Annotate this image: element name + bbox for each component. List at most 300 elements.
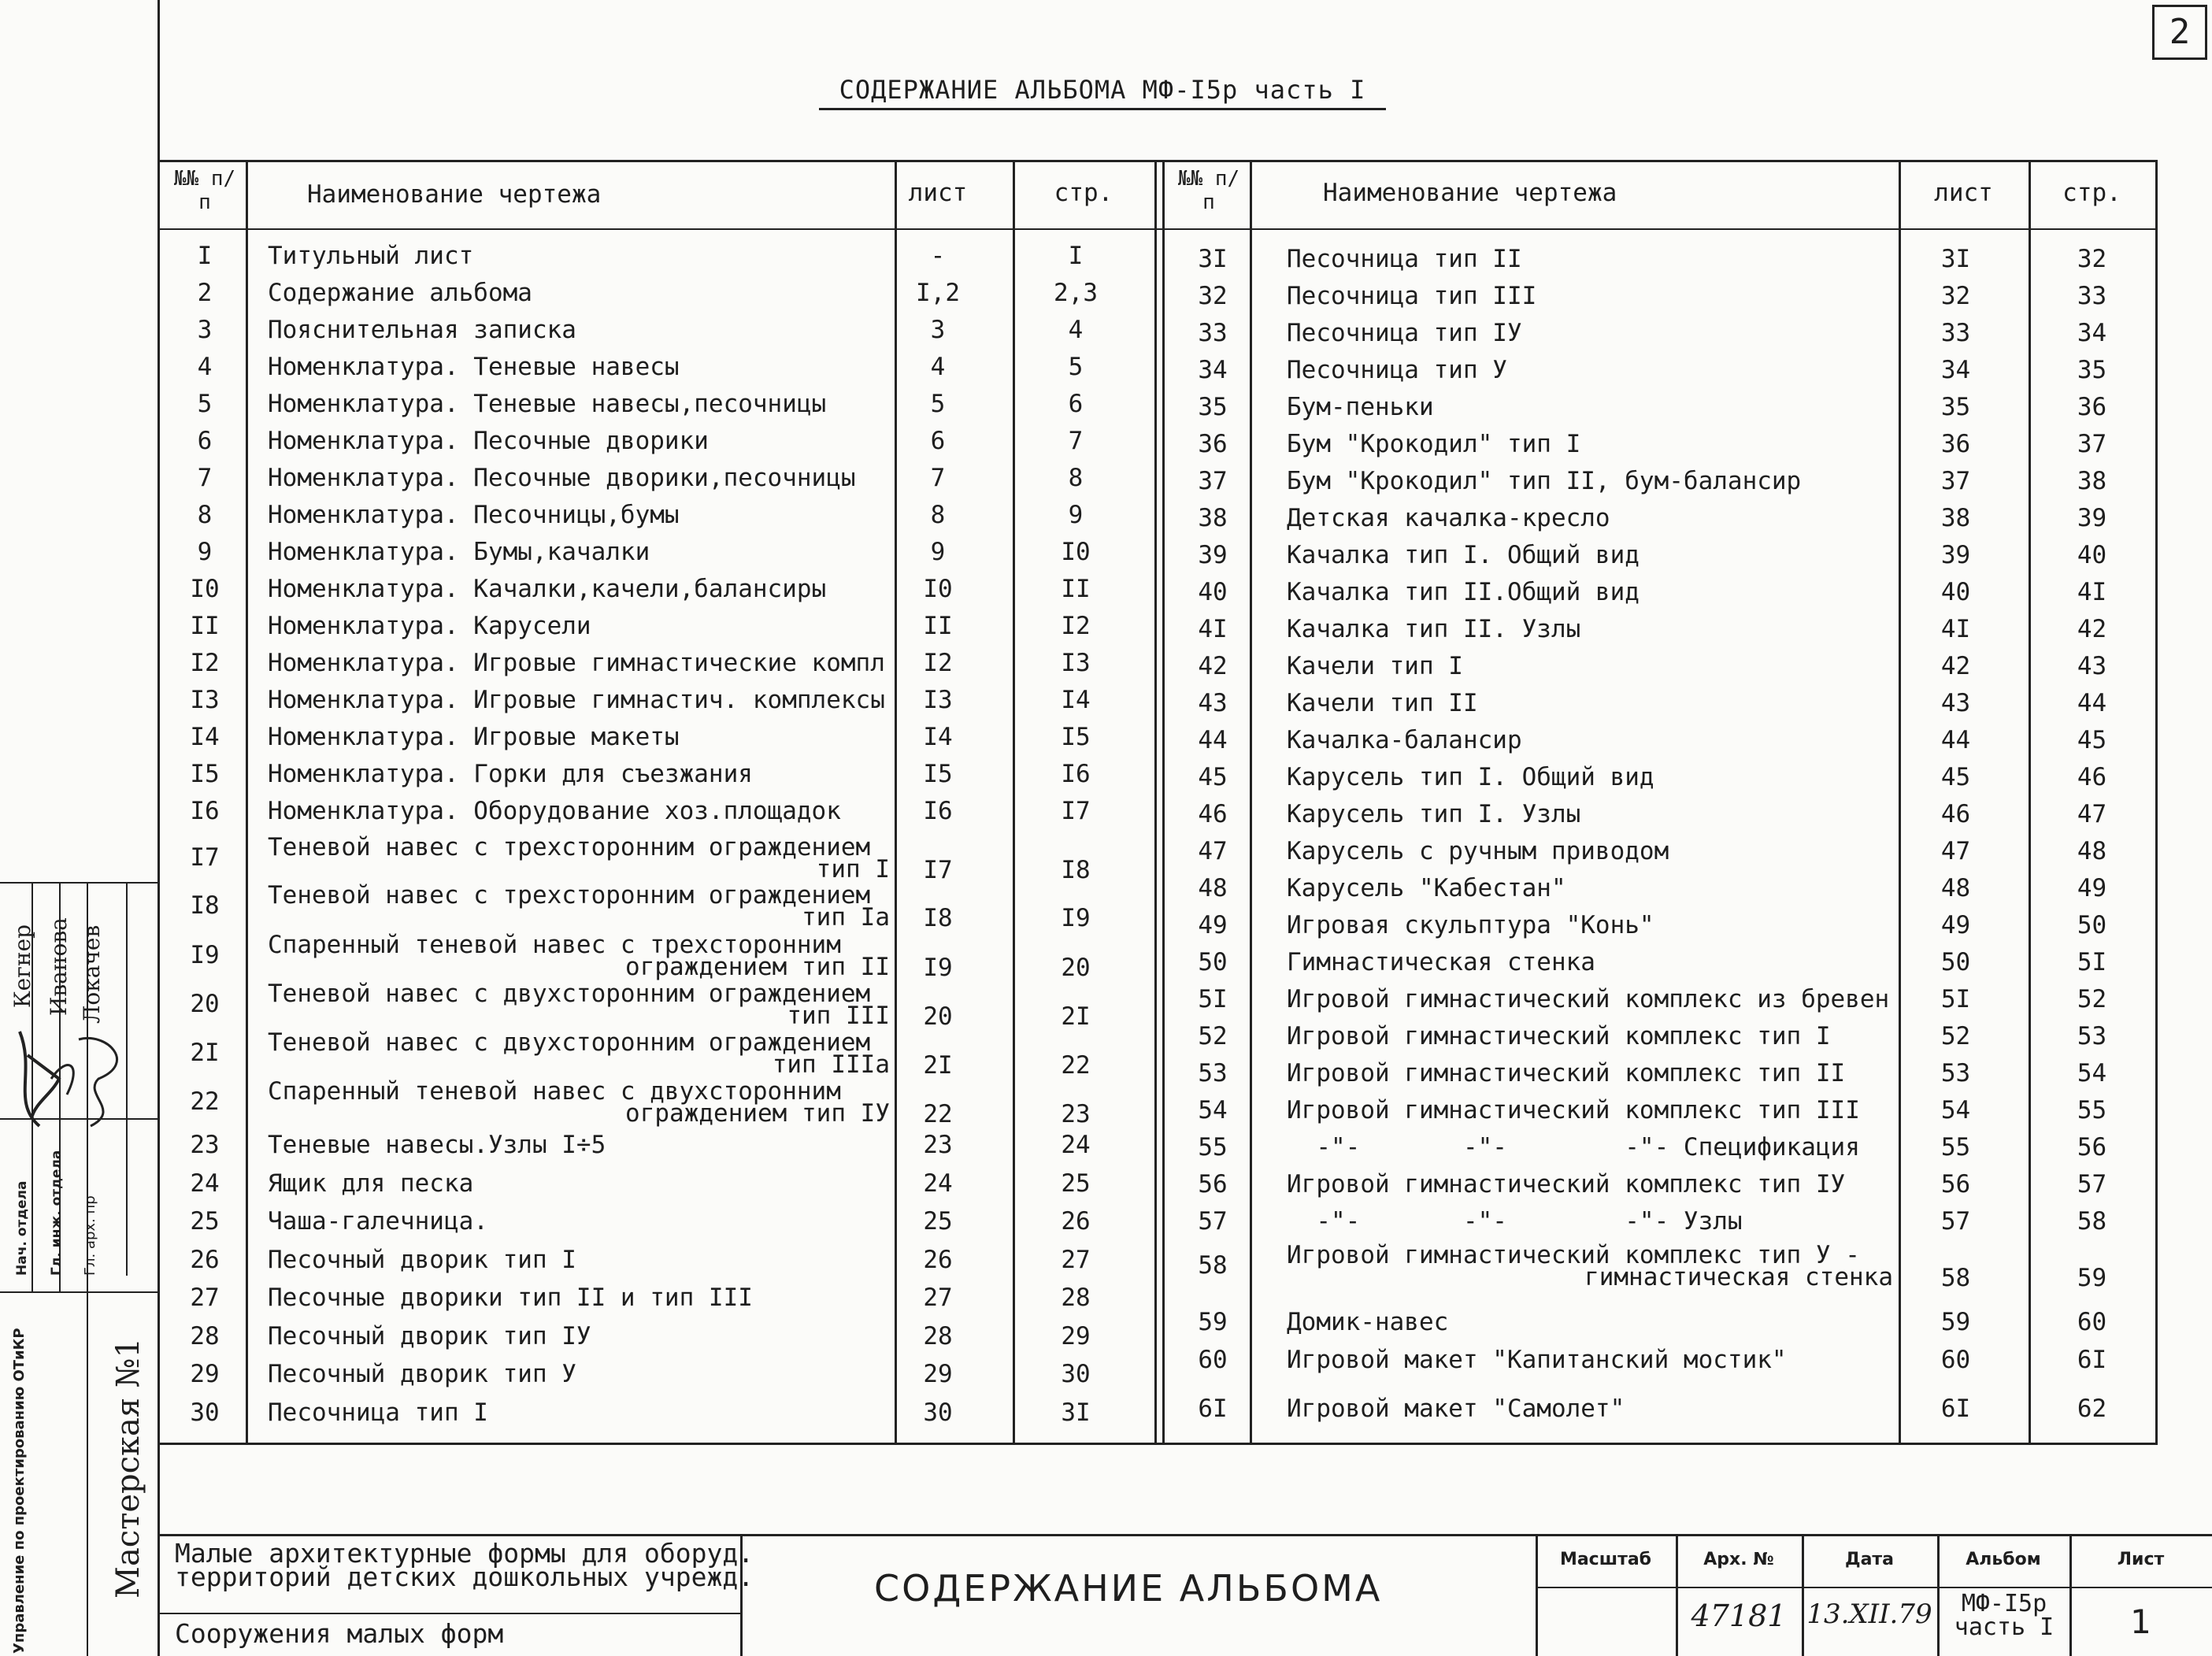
- row-page: 9: [1068, 501, 1084, 529]
- row-sheet: -: [930, 242, 946, 270]
- row-sheet: 2I: [923, 1051, 953, 1080]
- row-name-line1: Номенклатура. Игровые гимнастические компл: [268, 649, 885, 677]
- row-name-line1: Качалка-балансир: [1287, 726, 1522, 754]
- row-page: 56: [2077, 1133, 2107, 1161]
- row-name-line1: Номенклатура. Теневые навесы,песочницы: [268, 390, 827, 418]
- row-page: 30: [1061, 1360, 1091, 1388]
- row-name: [1287, 394, 1893, 420]
- row-page: 7: [1068, 427, 1084, 455]
- row-sheet: 58: [1940, 1264, 1971, 1292]
- row-name: [1287, 986, 1893, 1013]
- stamp-col-scale: Масштаб: [1559, 1550, 1652, 1569]
- table-header-border: [157, 228, 2158, 230]
- row-page: 37: [2077, 430, 2107, 458]
- row-name-line1: Карусель тип I. Общий вид: [1287, 763, 1654, 791]
- row-name: [1287, 1395, 1893, 1422]
- row-page: II: [1061, 575, 1091, 603]
- row-sheet: 53: [1940, 1059, 1971, 1087]
- row-sheet: 43: [1940, 689, 1971, 717]
- table-right-border: [2155, 160, 2158, 1445]
- header-page-right: стр.: [2062, 179, 2121, 207]
- row-page: 3I: [1061, 1398, 1091, 1427]
- row-number: 33: [1198, 319, 1228, 347]
- row-number: 4I: [1198, 615, 1228, 643]
- col-sep: [1162, 160, 1165, 1443]
- row-sheet: I8: [923, 904, 953, 932]
- row-sheet: 34: [1940, 356, 1971, 384]
- row-name-line1: Спаренный теневой навес с трехсторонним: [268, 931, 841, 959]
- row-name-line1: Номенклатура. Песочницы,бумы: [268, 501, 680, 529]
- row-name-line1: Песочный дворик тип IУ: [268, 1321, 591, 1350]
- row-name: [1287, 320, 1893, 346]
- row-name: [268, 502, 890, 528]
- row-name-line1: Песочные дворики тип II и тип III: [268, 1284, 753, 1312]
- row-page: I2: [1061, 612, 1091, 640]
- row-number: 45: [1198, 763, 1228, 791]
- row-page: 23: [1061, 1100, 1091, 1128]
- row-number: 20: [190, 990, 220, 1018]
- row-number: 44: [1198, 726, 1228, 754]
- org-label: Управление по проектированию ОТиКР: [11, 1328, 28, 1654]
- row-sheet: I6: [923, 797, 953, 825]
- row-number: 56: [1198, 1170, 1228, 1198]
- row-sheet: I2: [923, 649, 953, 677]
- workshop-label: Мастерская №1: [110, 1337, 146, 1599]
- stamp-col-date: Дата: [1844, 1550, 1895, 1569]
- row-sheet: 42: [1940, 652, 1971, 680]
- row-name-line1: Игровой гимнастический комплекс тип IУ: [1287, 1170, 1846, 1198]
- row-number: 47: [1198, 837, 1228, 865]
- row-sheet: 45: [1940, 763, 1971, 791]
- row-sheet: 7: [930, 464, 946, 492]
- row-name: [1287, 1134, 1893, 1161]
- stamp-arch-no: 47181: [1691, 1599, 1787, 1633]
- row-page: I4: [1061, 686, 1091, 714]
- row-sheet: 37: [1940, 467, 1971, 495]
- row-number: 50: [1198, 948, 1228, 976]
- header-sheet-right: лист: [1934, 179, 1993, 207]
- row-page: I3: [1061, 649, 1091, 677]
- row-page: 59: [2077, 1264, 2107, 1292]
- side-divider-h2: [0, 1291, 157, 1293]
- row-number: 40: [1198, 578, 1228, 606]
- header-page-left: стр.: [1054, 179, 1113, 207]
- role-3: Гл. арх. пр: [82, 1195, 98, 1276]
- row-name-line1: Качели тип II: [1287, 689, 1478, 717]
- row-page: 49: [2077, 874, 2107, 902]
- row-page: 5: [1068, 353, 1084, 381]
- row-page: 22: [1061, 1051, 1091, 1080]
- row-name: [268, 1323, 890, 1350]
- stamp-date: 13.XII.79: [1806, 1599, 1932, 1630]
- row-sheet: 54: [1940, 1096, 1971, 1124]
- row-name-line2: ограждением тип II: [625, 953, 890, 981]
- row-name: [1287, 542, 1893, 569]
- row-number: 43: [1198, 689, 1228, 717]
- row-name: [268, 1247, 890, 1273]
- row-sheet: 28: [923, 1321, 953, 1350]
- row-name-line1: Номенклатура. Игровые гимнастич. комплексы: [268, 686, 885, 714]
- row-name-line1: Домик-навес: [1287, 1308, 1449, 1336]
- row-number: II: [190, 612, 220, 640]
- row-sheet: 30: [923, 1398, 953, 1427]
- row-page: 42: [2077, 615, 2107, 643]
- row-sheet: 27: [923, 1284, 953, 1312]
- row-page: 55: [2077, 1096, 2107, 1124]
- row-page: 28: [1061, 1284, 1091, 1312]
- row-name-line1: Песочница тип IУ: [1287, 319, 1522, 347]
- row-name: [268, 465, 890, 491]
- header-num-right: №№ п/п: [1177, 167, 1240, 214]
- name-1: Кегнер: [9, 924, 35, 1008]
- stamp-series-line2: территорий детских дошкольных учрежд.: [175, 1562, 754, 1592]
- row-page: 4: [1068, 316, 1084, 344]
- row-number: 53: [1198, 1059, 1228, 1087]
- row-name-line1: -"- -"- -"- Узлы: [1287, 1207, 1743, 1236]
- row-name-line1: Игровой гимнастический комплекс из бревен: [1287, 985, 1890, 1013]
- row-name: [1287, 653, 1893, 680]
- stamp-col-album: Альбом: [1966, 1550, 2041, 1569]
- row-number: I0: [190, 575, 220, 603]
- row-name: [268, 243, 890, 269]
- row-number: 38: [1198, 504, 1228, 532]
- row-sheet: 6I: [1940, 1395, 1971, 1423]
- row-sheet: 49: [1940, 911, 1971, 939]
- row-name-line1: Игровой макет "Самолет": [1287, 1395, 1625, 1423]
- stamp-col-sheet: Лист: [2117, 1550, 2165, 1569]
- row-name-line1: Содержание альбома: [268, 279, 532, 307]
- row-sheet: 23: [923, 1131, 953, 1159]
- row-sheet: 40: [1940, 578, 1971, 606]
- row-name: [268, 1208, 890, 1235]
- row-name-line1: Теневой навес с трехсторонним ограждением: [268, 833, 871, 861]
- row-name: [1287, 949, 1893, 976]
- row-name: [268, 724, 890, 750]
- row-name-line2: ограждением тип IУ: [625, 1099, 890, 1128]
- row-page: 43: [2077, 652, 2107, 680]
- row-name: [268, 280, 890, 306]
- row-sheet: I,2: [916, 279, 960, 307]
- row-name-line1: Теневые навесы.Узлы I÷5: [268, 1131, 606, 1159]
- row-page: 20: [1061, 954, 1091, 982]
- row-name-line1: Карусель с ручным приводом: [1287, 837, 1669, 865]
- row-number: 35: [1198, 393, 1228, 421]
- row-name-line1: Номенклатура. Оборудование хоз.площадок: [268, 797, 841, 825]
- row-number: 27: [190, 1284, 220, 1312]
- row-sheet: 4I: [1940, 615, 1971, 643]
- row-number: 37: [1198, 467, 1228, 495]
- row-name: [268, 1284, 890, 1311]
- row-name: [268, 881, 890, 932]
- row-sheet: 4: [930, 353, 946, 381]
- row-page: 45: [2077, 726, 2107, 754]
- row-number: 30: [190, 1398, 220, 1427]
- row-sheet: 55: [1940, 1133, 1971, 1161]
- row-name-line1: Игровой макет "Капитанский мостик": [1287, 1346, 1787, 1374]
- row-name-line1: Качели тип I: [1287, 652, 1463, 680]
- row-sheet: 3: [930, 316, 946, 344]
- row-number: I3: [190, 686, 220, 714]
- row-sheet: 57: [1940, 1207, 1971, 1236]
- row-sheet: 38: [1940, 504, 1971, 532]
- row-sheet: 46: [1940, 800, 1971, 828]
- row-page: 6: [1068, 390, 1084, 418]
- row-name: [268, 1132, 890, 1158]
- row-number: 26: [190, 1245, 220, 1274]
- row-page: 48: [2077, 837, 2107, 865]
- signatures: [4, 1008, 154, 1134]
- header-name-left: Наименование чертежа: [307, 180, 602, 209]
- row-number: 6: [197, 427, 213, 455]
- stamp-sheet-title: СОДЕРЖАНИЕ АЛЬБОМА: [874, 1567, 1383, 1610]
- row-page: 24: [1061, 1131, 1091, 1159]
- stamp-top-border: [157, 1534, 2212, 1536]
- row-number: 52: [1198, 1022, 1228, 1050]
- row-name-line1: Теневой навес с двухсторонним ограждением: [268, 1028, 871, 1057]
- row-number: 23: [190, 1131, 220, 1159]
- row-page: 38: [2077, 467, 2107, 495]
- row-name-line1: Качалка тип II. Узлы: [1287, 615, 1581, 643]
- row-sheet: 8: [930, 501, 946, 529]
- row-name-line1: Песочный дворик тип I: [268, 1245, 576, 1274]
- row-page: 58: [2077, 1207, 2107, 1236]
- row-name-line1: Номенклатура. Бумы,качалки: [268, 538, 650, 566]
- row-page: 40: [2077, 541, 2107, 569]
- row-name: [268, 931, 890, 981]
- row-sheet: 29: [923, 1360, 953, 1388]
- row-name: [268, 613, 890, 639]
- table-top-border: [157, 160, 2158, 162]
- row-name: [268, 1361, 890, 1387]
- row-number: 3: [197, 316, 213, 344]
- row-name-line1: Детская качалка-кресло: [1287, 504, 1610, 532]
- row-sheet: 9: [930, 538, 946, 566]
- row-number: 55: [1198, 1133, 1228, 1161]
- row-number: 4: [197, 353, 213, 381]
- row-sheet: 56: [1940, 1170, 1971, 1198]
- row-page: 39: [2077, 504, 2107, 532]
- name-2: Иванова: [46, 917, 72, 1016]
- row-page: 44: [2077, 689, 2107, 717]
- row-name: [1287, 801, 1893, 828]
- row-page: 25: [1061, 1169, 1091, 1198]
- row-name-line1: Ящик для песка: [268, 1169, 474, 1198]
- row-sheet: 59: [1940, 1308, 1971, 1336]
- row-name: [1287, 357, 1893, 383]
- row-name-line1: Карусель тип I. Узлы: [1287, 800, 1581, 828]
- row-sheet: II: [923, 612, 953, 640]
- row-name-line2: тип Iа: [802, 903, 890, 932]
- row-name: [268, 980, 890, 1030]
- row-page: I9: [1061, 904, 1091, 932]
- row-number: 48: [1198, 874, 1228, 902]
- frame-left-border: [157, 0, 160, 1656]
- row-page: 34: [2077, 319, 2107, 347]
- row-name: [1287, 246, 1893, 272]
- row-page: I6: [1061, 760, 1091, 788]
- row-sheet: I7: [923, 856, 953, 884]
- row-name-line1: Карусель "Кабестан": [1287, 874, 1566, 902]
- stamp-album: [1945, 1592, 2063, 1639]
- row-name: [1287, 727, 1893, 754]
- row-page: 60: [2077, 1308, 2107, 1336]
- row-number: I: [197, 242, 213, 270]
- row-sheet: 20: [923, 1002, 953, 1031]
- row-name-line1: Номенклатура. Песочные дворики,песочницы: [268, 464, 856, 492]
- row-number: 5I: [1198, 985, 1228, 1013]
- role-1: Нач. отдела: [14, 1180, 30, 1276]
- row-sheet: I5: [923, 760, 953, 788]
- row-name-line1: Качалка тип I. Общий вид: [1287, 541, 1640, 569]
- row-name: [268, 354, 890, 380]
- row-name-line1: Номенклатура. Качалки,качели,балансиры: [268, 575, 827, 603]
- row-name: [268, 1399, 890, 1426]
- row-sheet: 35: [1940, 393, 1971, 421]
- row-name: [1287, 838, 1893, 865]
- stamp-inner-h: [157, 1613, 740, 1614]
- row-name: [268, 1170, 890, 1197]
- row-sheet: 32: [1940, 282, 1971, 310]
- row-number: 36: [1198, 430, 1228, 458]
- row-page: 32: [2077, 245, 2107, 273]
- row-name: [1287, 1171, 1893, 1198]
- header-num-left: №№ п/п: [173, 167, 236, 214]
- row-sheet: 33: [1940, 319, 1971, 347]
- row-name-line1: Бум "Крокодил" тип I: [1287, 430, 1581, 458]
- row-sheet: 50: [1940, 948, 1971, 976]
- row-name-line1: Игровая скульптура "Конь": [1287, 911, 1654, 939]
- row-name: [268, 798, 890, 824]
- row-name: [1287, 764, 1893, 791]
- row-sheet: 48: [1940, 874, 1971, 902]
- row-page: 46: [2077, 763, 2107, 791]
- row-number: 57: [1198, 1207, 1228, 1236]
- row-sheet: I9: [923, 954, 953, 982]
- row-name-line2: тип IIIа: [772, 1050, 890, 1079]
- row-number: 59: [1198, 1308, 1228, 1336]
- row-sheet: 6: [930, 427, 946, 455]
- row-name-line1: Номенклатура. Игровые макеты: [268, 723, 680, 751]
- row-name-line1: Бум-пеньки: [1287, 393, 1434, 421]
- col-sep: [246, 160, 248, 1443]
- row-name: [1287, 616, 1893, 643]
- row-page: 53: [2077, 1022, 2107, 1050]
- name-3: Локачев: [79, 924, 105, 1024]
- row-name: [1287, 431, 1893, 458]
- row-name: [268, 576, 890, 602]
- row-name-line2: тип I: [816, 855, 890, 884]
- row-number: 9: [197, 538, 213, 566]
- stamp-subtitle: Сооружения малых форм: [175, 1618, 504, 1649]
- row-sheet: 25: [923, 1207, 953, 1236]
- col-sep: [1154, 160, 1157, 1443]
- row-name: [268, 687, 890, 713]
- row-number: 2I: [190, 1039, 220, 1067]
- row-name: [1287, 1347, 1893, 1373]
- row-name-line2: тип III: [787, 1002, 890, 1030]
- row-page: 57: [2077, 1170, 2107, 1198]
- row-page: 8: [1068, 464, 1084, 492]
- side-divider-h0: [0, 882, 157, 884]
- row-name: [268, 1077, 890, 1128]
- row-name-line1: Пояснительная записка: [268, 316, 576, 344]
- document-title: СОДЕРЖАНИЕ АЛЬБОМА МФ-I5р часть I: [819, 75, 1386, 110]
- row-page: 6I: [2077, 1346, 2107, 1374]
- row-page: I: [1068, 242, 1084, 270]
- row-name: [1287, 468, 1893, 495]
- row-number: 39: [1198, 541, 1228, 569]
- row-page: 2I: [1061, 1002, 1091, 1031]
- stamp-inner-h2: [1536, 1587, 2212, 1588]
- row-name-line1: Титульный лист: [268, 242, 474, 270]
- row-name: [268, 650, 890, 676]
- row-name-line1: Бум "Крокодил" тип II, бум-балансир: [1287, 467, 1802, 495]
- row-name: [268, 317, 890, 343]
- header-sheet-left: лист: [908, 179, 968, 207]
- row-number: 32: [1198, 282, 1228, 310]
- row-number: 5: [197, 390, 213, 418]
- row-number: I4: [190, 723, 220, 751]
- row-page: 29: [1061, 1321, 1091, 1350]
- row-name: [1287, 1060, 1893, 1087]
- row-page: 35: [2077, 356, 2107, 384]
- table-bottom-border: [157, 1443, 2158, 1445]
- row-name-line1: Игровой гимнастический комплекс тип I: [1287, 1022, 1831, 1050]
- row-page: 52: [2077, 985, 2107, 1013]
- row-page: I5: [1061, 723, 1091, 751]
- row-name-line1: Песочница тип III: [1287, 282, 1537, 310]
- row-number: I7: [190, 843, 220, 872]
- row-sheet: 5I: [1940, 985, 1971, 1013]
- row-number: 54: [1198, 1096, 1228, 1124]
- row-number: I9: [190, 941, 220, 969]
- row-name: [1287, 579, 1893, 606]
- row-page: 50: [2077, 911, 2107, 939]
- row-number: 42: [1198, 652, 1228, 680]
- row-name: [1287, 912, 1893, 939]
- stamp-col-arch: Арх. №: [1703, 1550, 1774, 1569]
- row-page: I8: [1061, 856, 1091, 884]
- row-sheet: 22: [923, 1100, 953, 1128]
- side-divider: [87, 1260, 88, 1656]
- row-sheet: I4: [923, 723, 953, 751]
- row-number: 49: [1198, 911, 1228, 939]
- row-number: I8: [190, 891, 220, 920]
- row-sheet: 3I: [1940, 245, 1971, 273]
- row-page: 4I: [2077, 578, 2107, 606]
- page-number: 2: [2152, 5, 2207, 60]
- row-name: [268, 391, 890, 417]
- row-name-line1: Песочница тип I: [268, 1398, 488, 1427]
- row-sheet: 5: [930, 390, 946, 418]
- row-page: 33: [2077, 282, 2107, 310]
- row-name-line1: Игровой гимнастический комплекс тип У -: [1287, 1241, 1860, 1269]
- header-name-right: Наименование чертежа: [1323, 179, 1617, 207]
- row-name: [268, 539, 890, 565]
- row-name: [1287, 690, 1893, 717]
- row-name-line1: Номенклатура. Карусели: [268, 612, 591, 640]
- row-name: [268, 428, 890, 454]
- row-page: 26: [1061, 1207, 1091, 1236]
- row-name: [1287, 1023, 1893, 1050]
- row-sheet: 26: [923, 1245, 953, 1274]
- row-name: [1287, 1241, 1893, 1291]
- row-number: 6I: [1198, 1395, 1228, 1423]
- row-name-line1: Спаренный теневой навес с двухсторонним: [268, 1077, 841, 1106]
- row-number: 25: [190, 1207, 220, 1236]
- row-page: 62: [2077, 1395, 2107, 1423]
- stamp-album-line2: часть I: [1954, 1613, 2055, 1641]
